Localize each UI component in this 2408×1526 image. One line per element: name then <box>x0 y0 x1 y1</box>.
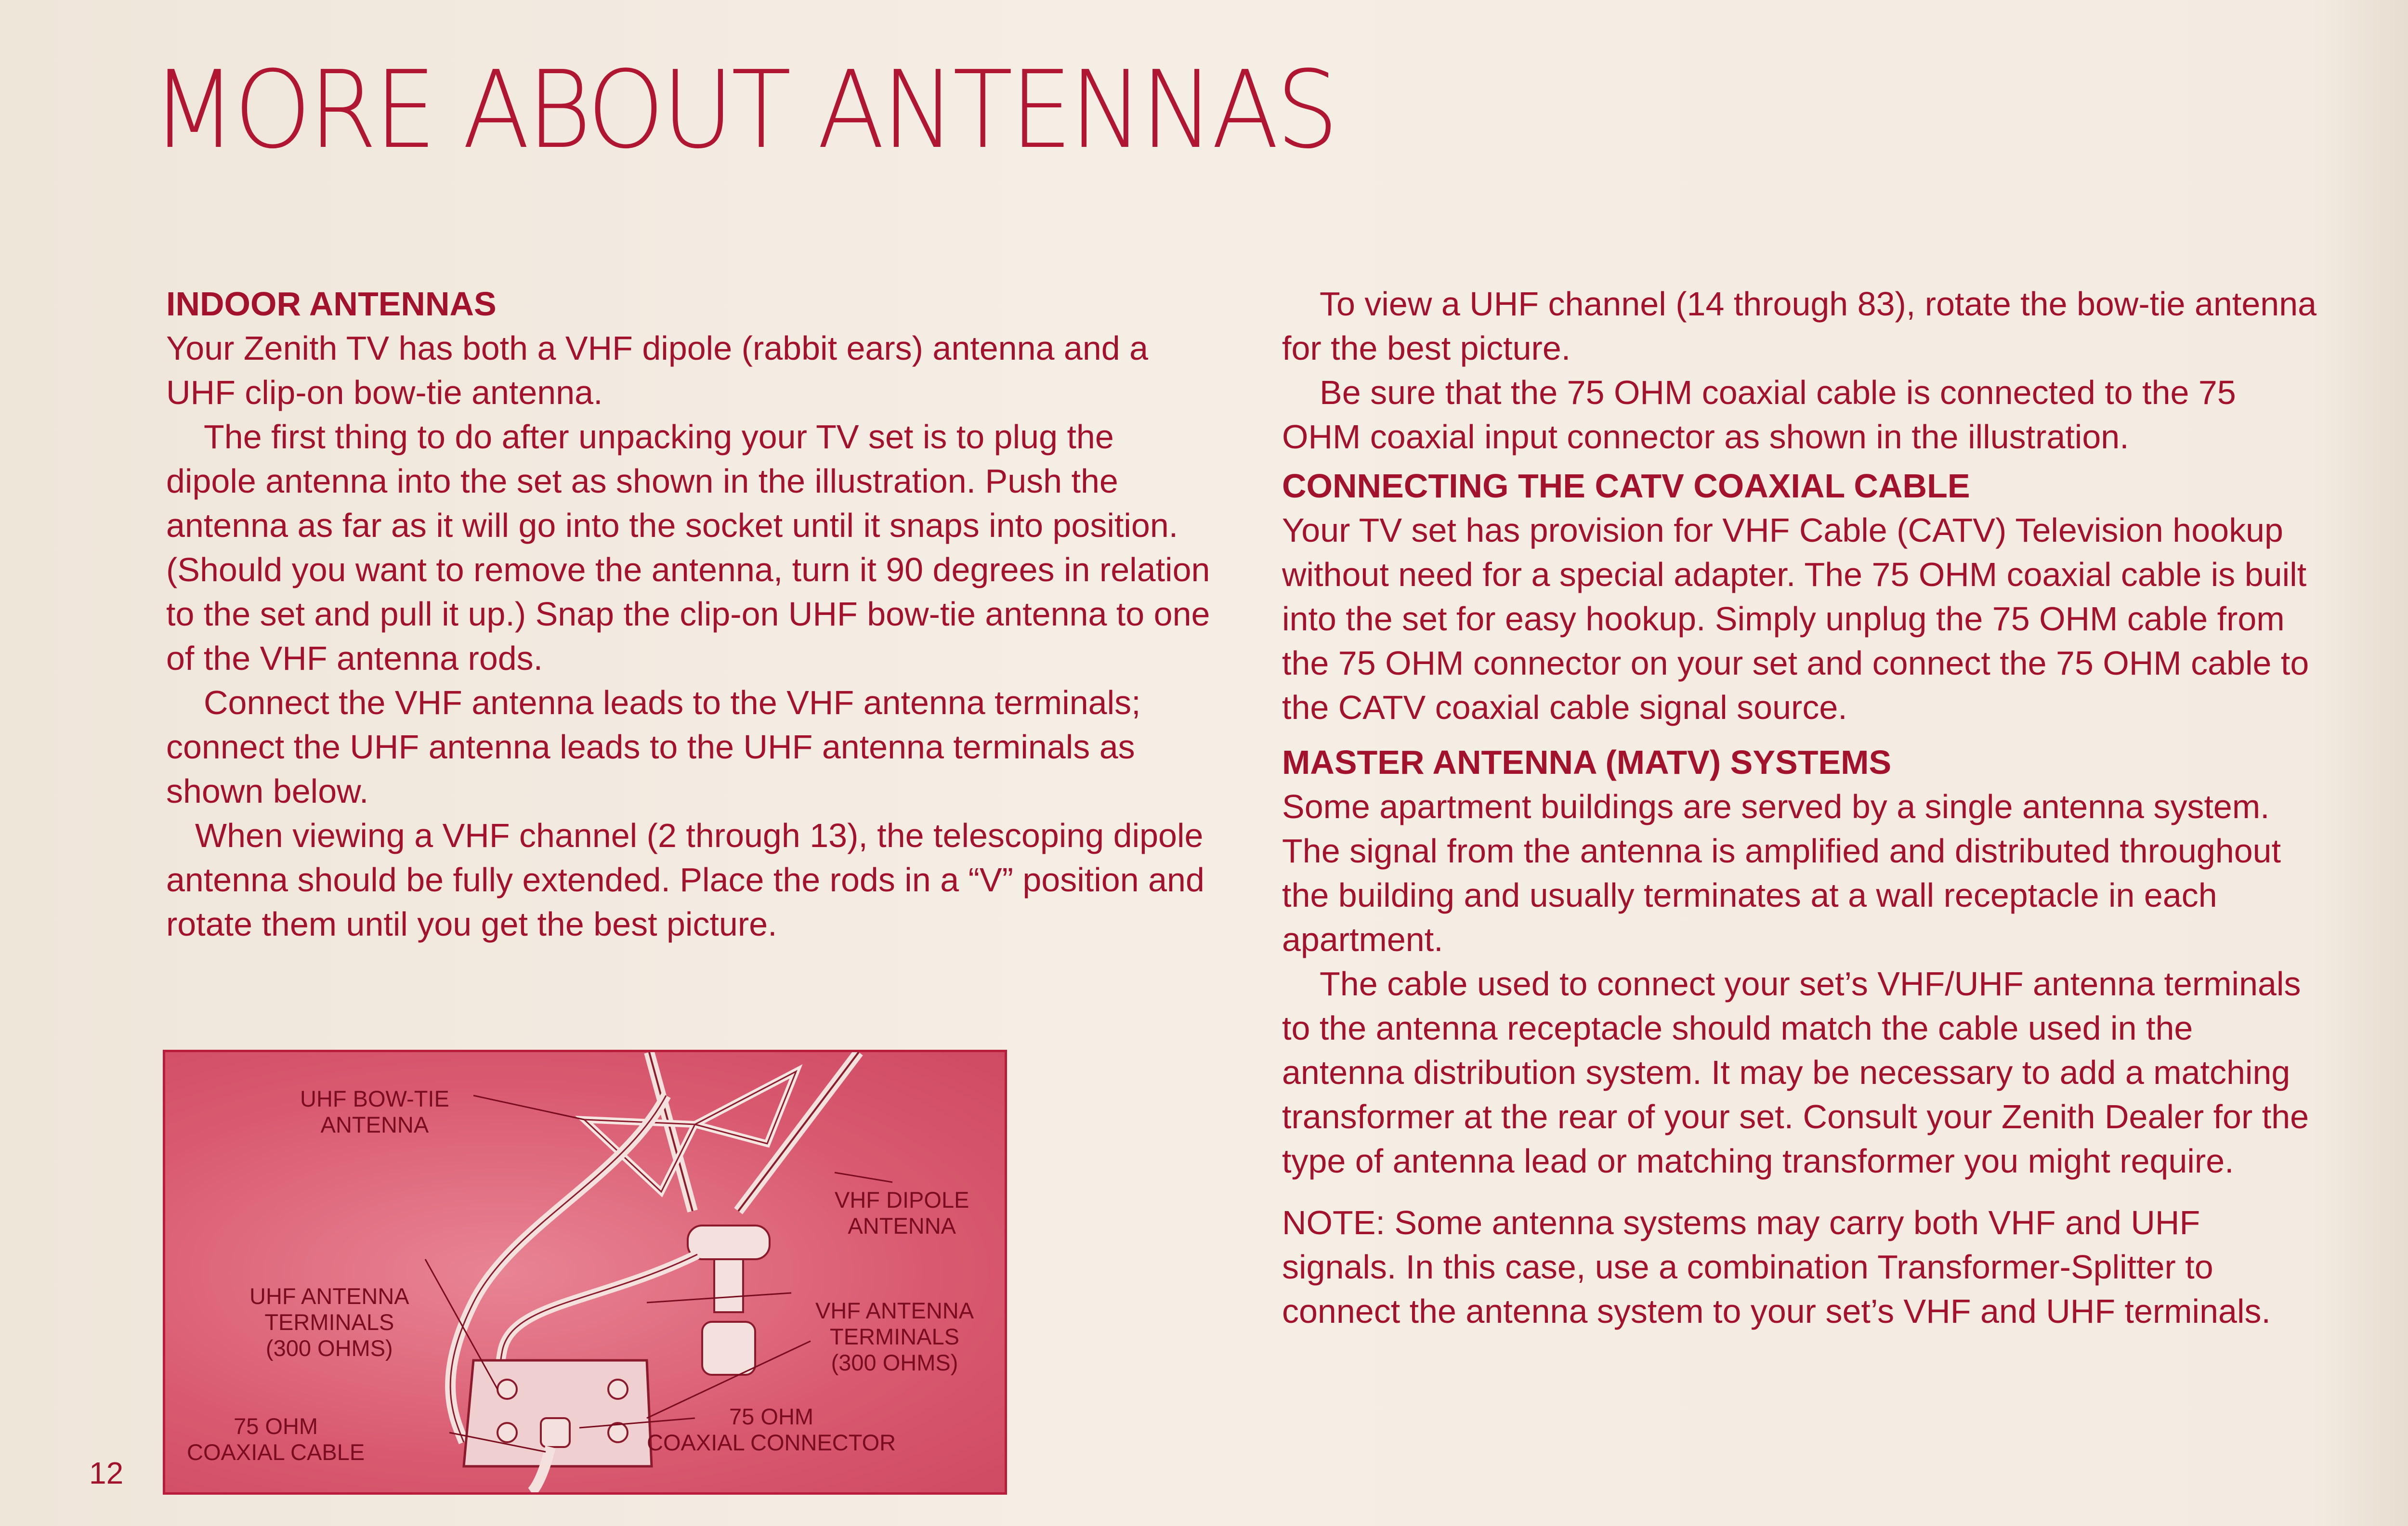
matv-paragraph-2: The cable used to connect your set’s VHF/UHF antenna terminals to the antenna receptacle should match the cable used in the antenna distribution system. It may be necessary to add a matching transformer at the rear of your set. Consult your Zenith Dealer for the type of antenna lead or matching transformer you might require. <box>1282 965 2309 1180</box>
left-paragraph-3: Connect the VHF antenna leads to the VHF antenna terminals; connect the UHF antenna leads to the UHF antenna terminals as shown below. <box>166 684 1141 810</box>
left-paragraph-1: Your Zenith TV has both a VHF dipole (rabbit ears) antenna and a UHF clip-on bow-tie antenna. <box>166 329 1149 411</box>
plug-socket <box>702 1322 755 1375</box>
label-coax-connector: 75 OHM COAXIAL CONNECTOR <box>647 1404 896 1455</box>
dipole-rods <box>649 1052 859 1211</box>
label-vhf-terminals: VHF ANTENNA TERMINALS (300 OHMS) <box>815 1298 974 1375</box>
catv-heading: CONNECTING THE CATV COAXIAL CABLE <box>1282 467 1970 505</box>
matv-heading: MASTER ANTENNA (MATV) SYSTEMS <box>1282 743 1892 781</box>
catv-text: Your TV set has provision for VHF Cable (CATV) Television hookup without need for a special adapter. The 75 OHM coaxial cable is built into the set for easy hookup. Simply unplug the 75 OHM cable from the 75 OHM connector on your set and connect the 75 OHM cable to the CATV coaxial cable signal source. <box>1282 511 2309 726</box>
right-intro-1: To view a UHF channel (14 through 83), rotate the bow-tie antenna for the best picture. <box>1282 285 2317 367</box>
indoor-antennas-heading: INDOOR ANTENNAS <box>166 285 497 323</box>
left-column <box>166 282 1211 946</box>
page-title: MORE ABOUT ANTENNAS <box>152 48 1336 172</box>
matv-paragraph-1: Some apartment buildings are served by a single antenna system. The signal from the antenna is amplified and distributed throughout the building and usually terminates at a wall receptacle in each apartment. <box>1282 788 2281 958</box>
coax-connector <box>541 1418 570 1447</box>
dipole-hub <box>688 1226 770 1259</box>
left-paragraph-2: The first thing to do after unpacking your TV set is to plug the dipole antenna into the set as shown in the illustration. Push the antenna as far as it will go into the socket until it snaps into position. (Should you want to remove the antenna, turn it 90 degrees in relation to the set and pull it up.) Snap the clip-on UHF bow-tie antenna to one of the VHF antenna rods. <box>166 418 1210 677</box>
label-uhf-bowtie: UHF BOW-TIE ANTENNA <box>300 1086 449 1137</box>
right-intro-2: Be sure that the 75 OHM coaxial cable is connected to the 75 OHM coaxial input connector as shown in the illustration. <box>1282 374 2236 456</box>
note-paragraph: NOTE: Some antenna systems may carry both VHF and UHF signals. In this case, use a combination Transformer-Splitter to connect the antenna system to your set’s VHF and UHF terminals. <box>1282 1204 2271 1330</box>
label-vhf-dipole: VHF DIPOLE ANTENNA <box>835 1187 969 1239</box>
label-uhf-terminals: UHF ANTENNA TERMINALS (300 OHMS) <box>249 1283 409 1361</box>
label-coax-cable: 75 OHM COAXIAL CABLE <box>187 1413 365 1465</box>
right-column <box>1282 282 2317 1333</box>
antenna-illustration <box>163 1050 1007 1495</box>
terminal-block <box>464 1360 652 1466</box>
left-paragraph-4: When viewing a VHF channel (2 through 13), the telescoping dipole antenna should be fully extended. Place the rods in a “V” position and rotate them until you get the best picture. <box>166 817 1204 943</box>
page-number: 12 <box>89 1456 124 1490</box>
